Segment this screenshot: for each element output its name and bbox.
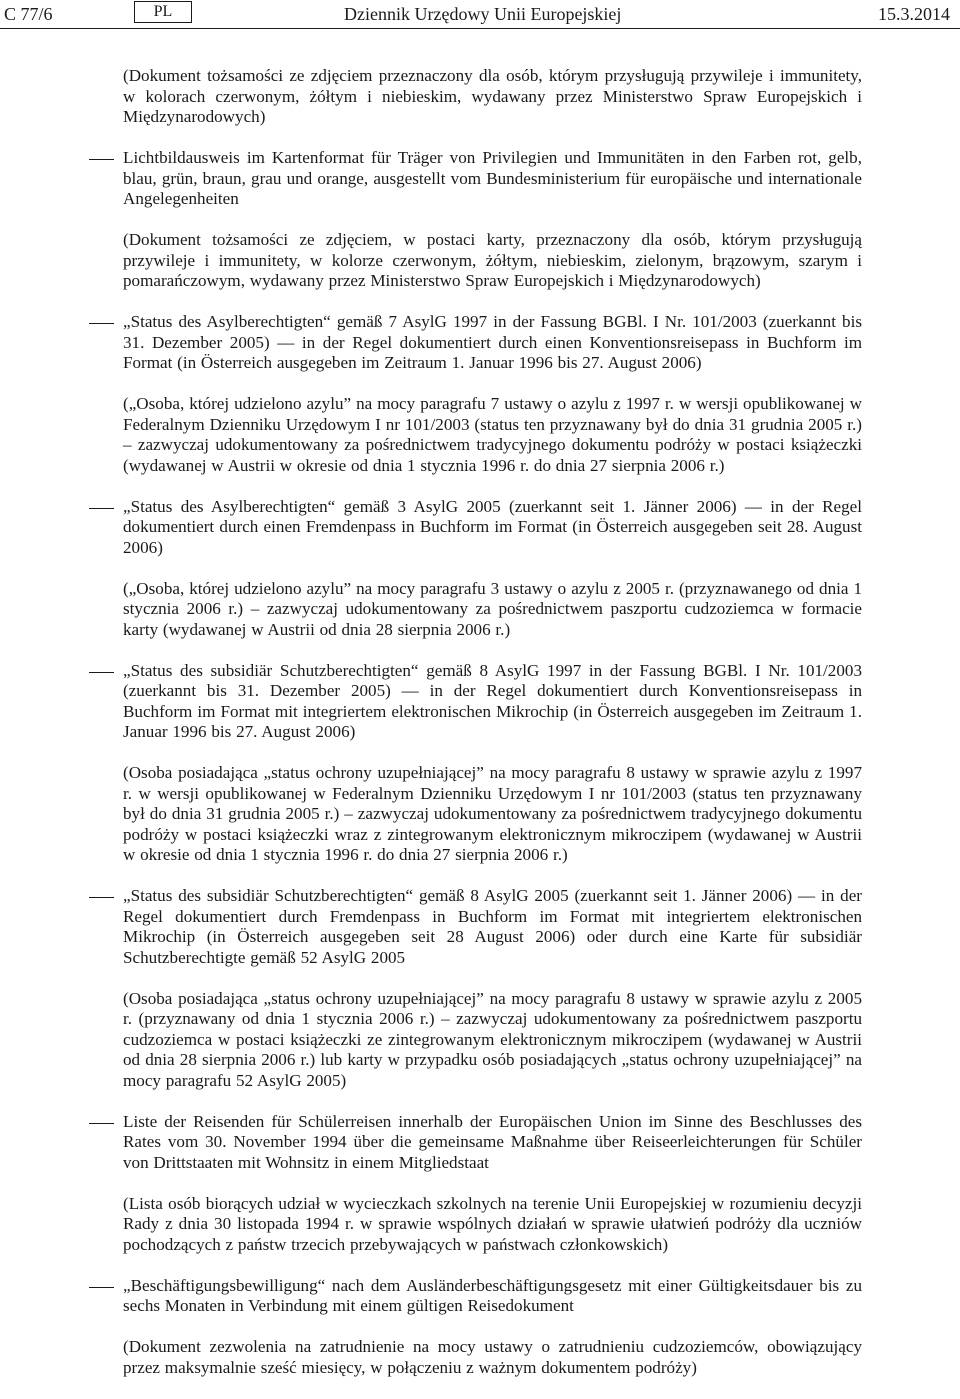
- em-dash-marker: [89, 508, 114, 509]
- list-item-german: [0, 497, 960, 559]
- em-dash-marker: [89, 323, 114, 324]
- document-body: [0, 66, 960, 1399]
- paragraph-text: (Lista osób biorących udział w wycieczkach szkolnych na terenie Unii Europejskiej w rozumieniu decyzji Rady z dnia 30 listopada 1994 r. w sprawie wspólnych działań w sprawie ułatwień podróży dla uczniów pochodzących z państw trzecich przebywających w państwach członkowskich): [123, 1193, 862, 1254]
- list-item-translation: [0, 579, 960, 641]
- em-dash-marker: [89, 159, 114, 160]
- list-item-translation: [0, 1194, 960, 1256]
- em-dash-marker: [89, 1287, 114, 1288]
- paragraph-text: (Osoba posiadająca „status ochrony uzupełniającej” na mocy paragrafu 8 ustawy w sprawie azylu z 1997 r. w wersji opublikowanej w Federalnym Dzienniku Urzędowym I nr 101/2003 (status ten przyznawany był do dnia 31 grudnia 2005 r.) – zazwyczaj udokumentowany za pośrednictwem tradycyjnego dokumentu podróży w postaci książeczki wraz z zintegrowanym elektronicznym mikroczipem (wydawanej w Austrii w okresie od dnia 1 stycznia 1996 r. do dnia 27 sierpnia 2006 r.): [123, 763, 862, 864]
- list-item-german: [0, 886, 960, 968]
- list-item-translation: [0, 394, 960, 476]
- paragraph-text: (Osoba posiadająca „status ochrony uzupełniającej” na mocy paragrafu 8 ustawy w sprawie azylu z 2005 r. (przyznawany od dnia 1 stycznia 2006 r.) – zazwyczaj udokumentowany za pośrednictwem paszportu cudzoziemca w postaci książeczki ze zintegrowanym elektronicznym mikroczipem (wydawanej w Austrii od dnia 28 sierpnia 2006 r.) lub karty w przypadku osób posiadających „status ochrony uzupełniającej” na mocy paragrafu 52 AsylG 2005): [123, 988, 862, 1090]
- list-item-translation: [0, 1337, 960, 1378]
- list-item-translation: [0, 230, 960, 292]
- paragraph-text: Lichtbildausweis im Kartenformat für Träger von Privilegien und Immunitäten in den Farben rot, gelb, blau, grün, braun, grau und orange, ausgestellt vom Bundesministerium für europäische und internationale Angelegenheiten: [123, 148, 862, 208]
- em-dash-marker: [89, 1123, 114, 1124]
- list-item-german: [0, 1276, 960, 1317]
- page-header: [0, 0, 960, 30]
- paragraph-text: „Status des Asylberechtigten“ gemäß 3 AsylG 2005 (zuerkannt seit 1. Jänner 2006) — in der Regel dokumentiert durch einen Fremdenpass in Buchform im Format (in Österreich ausgegeben seit 28. August 2006): [123, 496, 862, 557]
- paragraph-text: („Osoba, której udzielono azylu” na mocy paragrafu 7 ustawy o azylu z 1997 r. w wersji opublikowanej w Federalnym Dzienniku Urzędowym I nr 101/2003 (status ten przyznawany był do dnia 31 grudnia 2005 r.) – zazwyczaj udokumentowany za pośrednictwem tradycyjnego dokumentu podróży w postaci książeczki (wydawanej w Austrii w okresie od dnia 1 stycznia 1996 r. do dnia 27 sierpnia 2006 r.): [123, 394, 862, 475]
- header-rule: [0, 28, 960, 29]
- em-dash-marker: [89, 672, 114, 673]
- paragraph-text: „Status des subsidiär Schutzberechtigten“ gemäß 8 AsylG 2005 (zuerkannt seit 1. Jänner 2006) — in der Regel dokumentiert durch Fremdenpass in Buchform im Format mit integriertem elektronischen Mikrochip (in Österreich ausgegeben seit 28 August 2006) oder durch eine Karte für subsidiär Schutzberechtigte gemäß 52 AsylG 2005: [123, 886, 862, 967]
- paragraph-text: (Dokument tożsamości ze zdjęciem, w postaci karty, przeznaczony dla osób, którym przysługują przywileje i immunitety, w kolorze czerwonym, żółtym, niebieskim, zielonym, brązowym, szarym i pomarańczowym, wydawany przez Ministerstwo Spraw Europejskich i Międzynarodowych): [123, 230, 862, 290]
- list-item-german: [0, 148, 960, 210]
- paragraph-text: „Status des Asylberechtigten“ gemäß 7 AsylG 1997 in der Fassung BGBl. I Nr. 101/2003 (zuerkannt bis 31. Dezember 2005) — in der Regel dokumentiert durch einen Konventionsreisepass in Buchform im Format (in Österreich ausgegeben im Zeitraum 1. Januar 1996 bis 27. August 2006): [123, 312, 862, 372]
- list-item-german: [0, 1112, 960, 1174]
- list-item-translation: [0, 989, 960, 1092]
- paragraph-text: (Dokument tożsamości ze zdjęciem przeznaczony dla osób, którym przysługują przywileje i immunitety, w kolorach czerwonym, żółtym i niebieskim, wydawany przez Ministerstwo Spraw Europejskich i Międzynarodowych): [123, 66, 862, 126]
- paragraph-text: („Osoba, której udzielono azylu” na mocy paragrafu 3 ustawy o azylu z 2005 r. (przyznawanego od dnia 1 stycznia 2006 r.) – zazwyczaj udokumentowany za pośrednictwem paszportu cudzoziemca w formacie karty (wydawanej w Austrii od dnia 28 sierpnia 2006 r.): [123, 578, 862, 639]
- publication-date: 15.3.2014: [878, 4, 950, 24]
- journal-title: Dziennik Urzędowy Unii Europejskiej: [344, 4, 622, 24]
- paragraph-text: „Beschäftigungsbewilligung“ nach dem Ausländerbeschäftigungsgesetz mit einer Gültigkeitsdauer bis zu sechs Monaten in Verbindung mit einem gültigen Reisedokument: [123, 1275, 862, 1315]
- list-item-translation: [0, 763, 960, 866]
- paragraph-text: Liste der Reisenden für Schülerreisen innerhalb der Europäischen Union im Sinne des Beschlusses des Rates vom 30. November 1994 über die gemeinsame Maßnahme über Reiseerleichterungen für Schüler von Drittstaaten mit Wohnsitz in einem Mitgliedstaat: [123, 1111, 862, 1172]
- paragraph-text: (Dokument zezwolenia na zatrudnienie na mocy ustawy o zatrudnieniu cudzoziemców, obowiązujący przez maksymalnie sześć miesięcy, w połączeniu z ważnym dokumentem podróży): [123, 1337, 862, 1377]
- page-reference: C 77/6: [4, 4, 53, 24]
- list-item-german: [0, 312, 960, 374]
- paragraph-text: „Status des subsidiär Schutzberechtigten“ gemäß 8 AsylG 1997 in der Fassung BGBl. I Nr. 101/2003 (zuerkannt bis 31. Dezember 2005) — in der Regel dokumentiert durch Konventionsreisepass in Buchform im Format mit integriertem elektronischen Mikrochip (in Österreich ausgegeben im Zeitraum 1. Januar 1996 bis 27. August 2006): [123, 660, 862, 741]
- list-item-translation: [0, 66, 960, 128]
- language-badge: PL: [134, 1, 192, 23]
- list-item-german: [0, 661, 960, 743]
- em-dash-marker: [89, 897, 114, 898]
